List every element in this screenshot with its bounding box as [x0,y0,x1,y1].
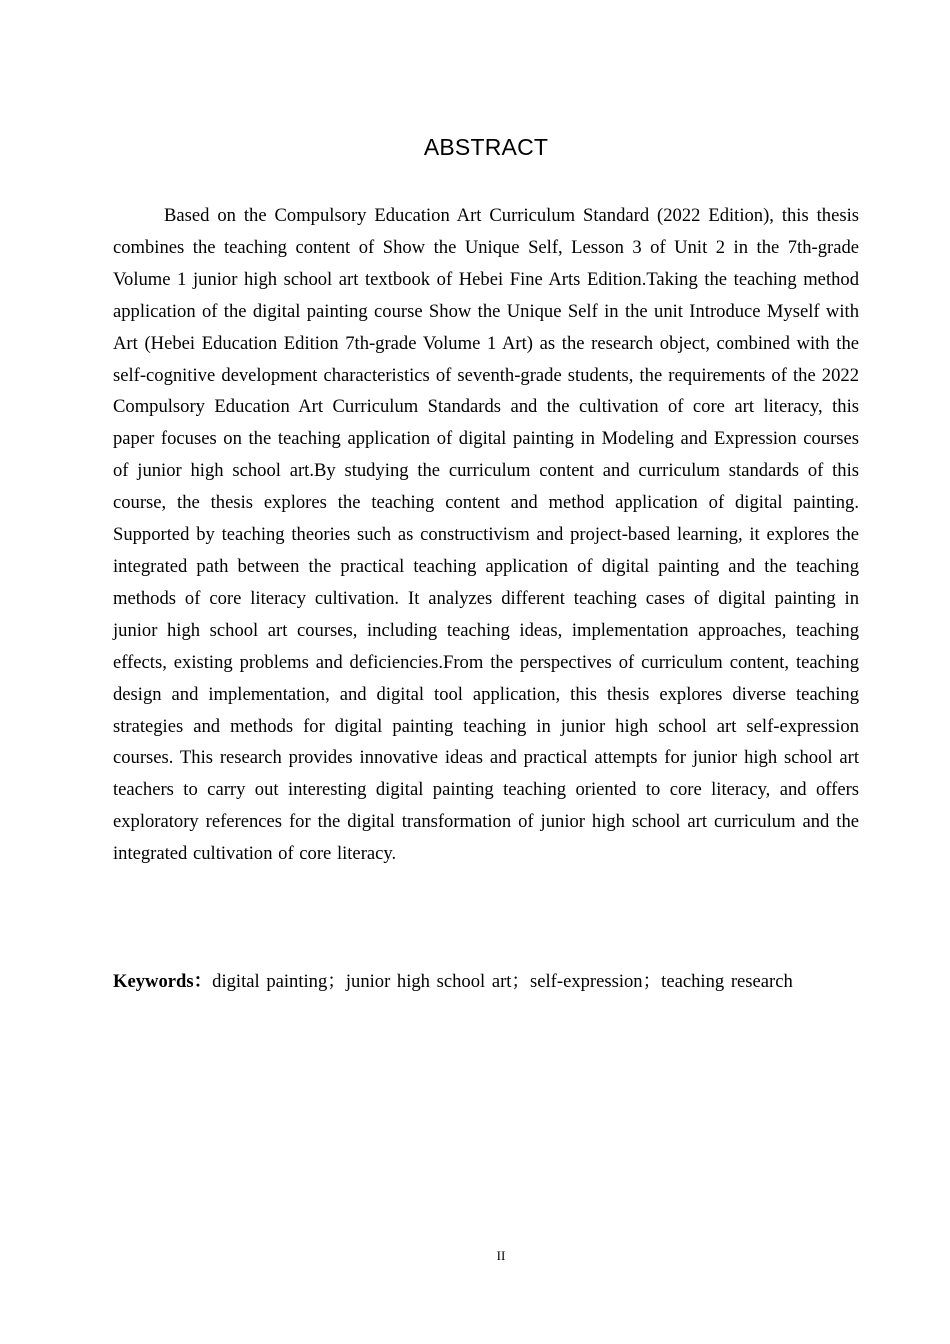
keywords-label: Keywords： [113,971,213,992]
page-number: II [496,1248,506,1263]
keywords-line [113,966,859,998]
abstract-body: Based on the Compulsory Education Art Curriculum Standard (2022 Edition), this thesis combines the teaching content of Show the Unique Self, Lesson 3 of Unit 2 in the 7th-grade Volume 1 junior high school art textbook of Hebei Fine Arts Edition.Taking the teaching method application of the digital painting course Show the Unique Self in the unit Introduce Myself with Art (Hebei Education Edition 7th-grade Volume 1 Art) as the research object, combined with the self-cognitive development characteristics of seventh-grade students, the requirements of the 2022 Compulsory Education Art Curriculum Standards and the cultivation of core art literacy, this paper focuses on the teaching application of digital painting in Modeling and Expression courses of junior high school art.By studying the curriculum content and curriculum standards of this course, the thesis explores the teaching content and method application of digital painting. Supported by teaching theories such as constructivism and project-based learning, it explores the integrated path between the practical teaching application of digital painting and the teaching methods of core literacy cultivation. It analyzes different teaching cases of digital painting in junior high school art courses, including teaching ideas, implementation approaches, teaching effects, existing problems and deficiencies.From the perspectives of curriculum content, teaching design and implementation, and digital tool application, this thesis explores diverse teaching strategies and methods for digital painting teaching in junior high school art self-expression courses. This research provides innovative ideas and practical attempts for junior high school art teachers to carry out interesting digital painting teaching oriented to core literacy, and offers exploratory references for the digital transformation of junior high school art curriculum and the integrated cultivation of core literacy. [113,205,859,865]
keywords-text: digital painting；junior high school art；self-expression；teaching research [212,971,793,992]
abstract-title: ABSTRACT [423,134,549,160]
